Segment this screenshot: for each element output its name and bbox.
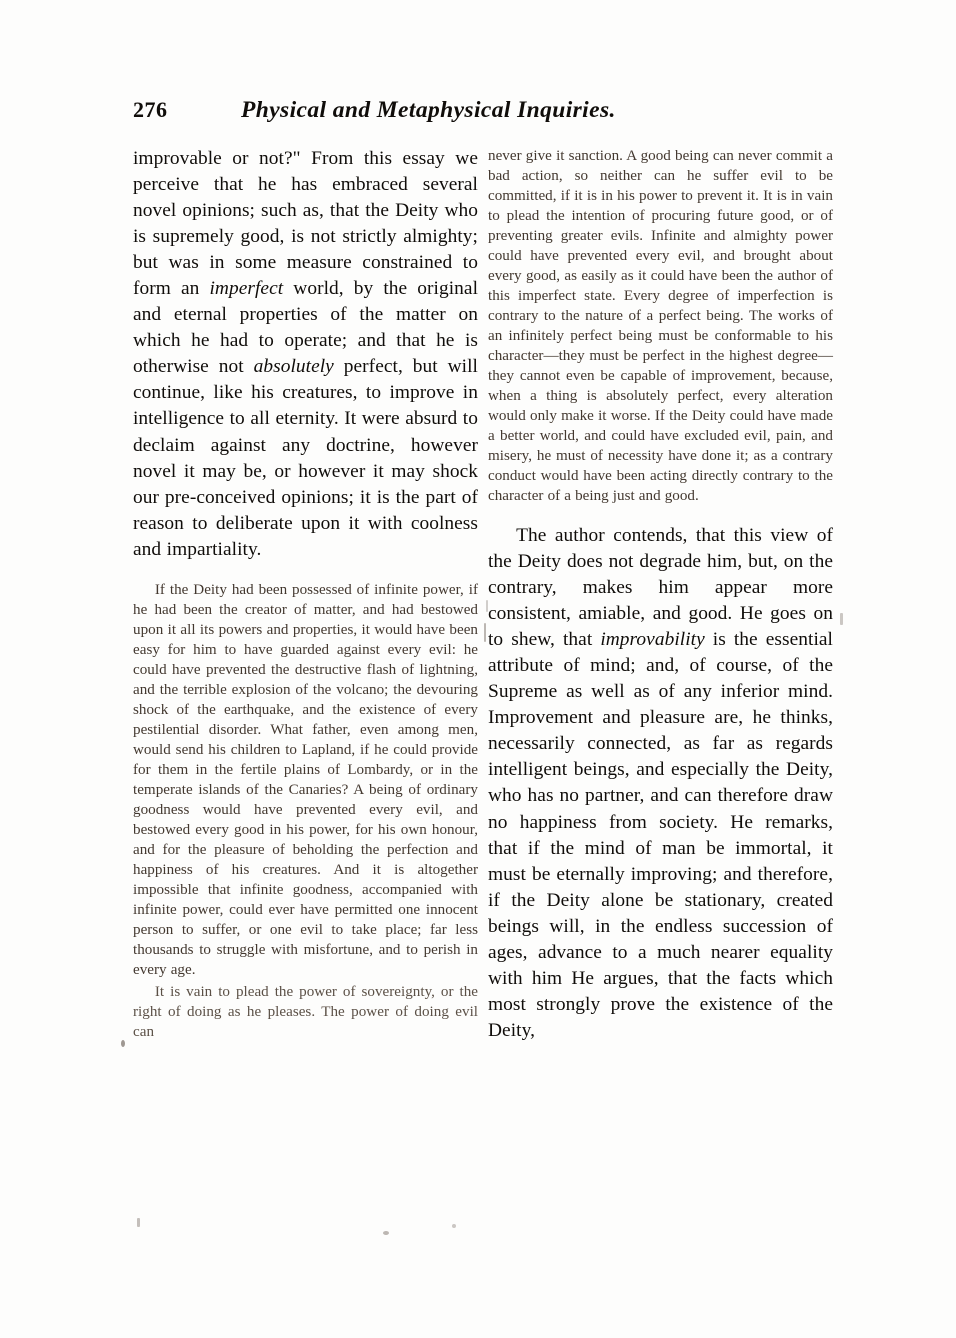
- ink-fleck: [383, 1231, 389, 1235]
- ink-fleck: [452, 1224, 456, 1228]
- paragraph-left-main-part1: improvable or not?" From this essay we perceive that he has embraced several novel opinions; such as, that the Deity who is supremely good, is not strictly almighty; but was in some measure constrained to form an: [133, 148, 478, 300]
- paragraph-left-quote-1: If the Deity had been possessed of infinite power, if he had been the creator of matter, and had bestowed upon it all its powers and properties, it would have been easy for him to have guarded against every evil: he could have prevented the destructive flash of lightning, and the terrible explosion of the volcano; the devouring shock of the earthquake, and the existence of every pestilential disorder. What father, even among men, would send his children to Lapland, if he could provide for them in the fertile plains of Lombardy, or in the temperate islands of the Canaries? A being of ordinary goodness would have prevented every evil, and bestowed every good in his power, for his own honour, and for the pleasure of beholding the perfection and happiness of his creatures. And it is altogether impossible that infinite goodness, accompanied with infinite power, could ever have permitted one innocent person to suffer, or one evil to take place; far less thousands to struggle with misfortune, and to perish in every age.: [133, 581, 478, 978]
- running-head: [133, 97, 833, 131]
- paragraph-right-main-part1: The author contends, that this view of the Deity does not degrade him, but, on the contrary, makes him appear more consistent, amiable, and good. He goes on to shew, that: [488, 525, 833, 651]
- paragraph-left-main: [133, 146, 478, 563]
- emphasis-absolutely: absolutely: [253, 356, 334, 378]
- emphasis-imperfect: imperfect: [209, 278, 284, 300]
- page-number: 276: [133, 97, 168, 122]
- running-head-title: Physical and Metaphysical Inquiries.: [241, 97, 616, 123]
- paragraph-right-main: [488, 523, 833, 1044]
- emphasis-improvability: improvability: [600, 629, 705, 651]
- paragraph-left-main-part2: world, by the original and eternal properties of the matter on which he had to operate; and that he is otherwise not: [133, 278, 479, 378]
- ink-fleck: [121, 1040, 125, 1047]
- ink-fleck: [484, 623, 486, 642]
- paragraph-left-main-part3: perfect, but will continue, like his creatures, to improve in intelligence to all eternity. It were absurd to declaim against any doctrine, however novel it may be, or however it may shock our pre-conceived opinions; it is the part of reason to deliberate upon it with coolness and impartiality.: [133, 356, 478, 560]
- text-columns: [133, 146, 833, 1221]
- column-right: [488, 146, 833, 1221]
- ink-fleck: [486, 600, 488, 612]
- paragraph-right-main-part2: is the essential attribute of mind; and, of course, of the Supreme as well as of any inferior mind. Improvement and pleasure are, he thinks, necessarily connected, as far as regards intelligent beings, and especially the Deity, who has no partner, and can therefore draw no happiness from society. He remarks, that if the mind of man be immortal, it must be eternally improving; and therefore, if the Deity alone be stationary, created beings will, in the endless succession of ages, advance to a much nearer equality with him He argues, that the facts which most strongly prove the existence of the Deity,: [488, 629, 833, 1041]
- paragraph-right-quote-1: never give it sanction. A good being can never commit a bad action, so neither can he suffer evil to be committed, if it is in his power to prevent it. It is in vain to plead the intention of procuring future good, or of preventing greater evils. Infinite and almighty power could have prevented every evil, and brought about every good, as easily as it could have been the author of this imperfect state. Every degree of imperfection is contrary to the nature of a perfect being. The works of an infinitely perfect being must be conformable to his character—they must be perfect in the highest degree—they cannot even be capable of improvement, because, when a thing is absolutely perfect, every alteration would only make it worse. If the Deity could have made a better world, and could have excluded evil, pain, and misery, he must of necessity have done it; as a contrary conduct would have been acting directly contrary to the character of a being just and good.: [488, 148, 833, 504]
- ink-fleck: [840, 613, 843, 625]
- ink-fleck: [137, 1218, 140, 1227]
- paragraph-left-quote-2: It is vain to plead the power of sovereignty, or the right of doing as he pleases. The power of doing evil can: [133, 983, 478, 1040]
- column-left: [133, 146, 478, 1221]
